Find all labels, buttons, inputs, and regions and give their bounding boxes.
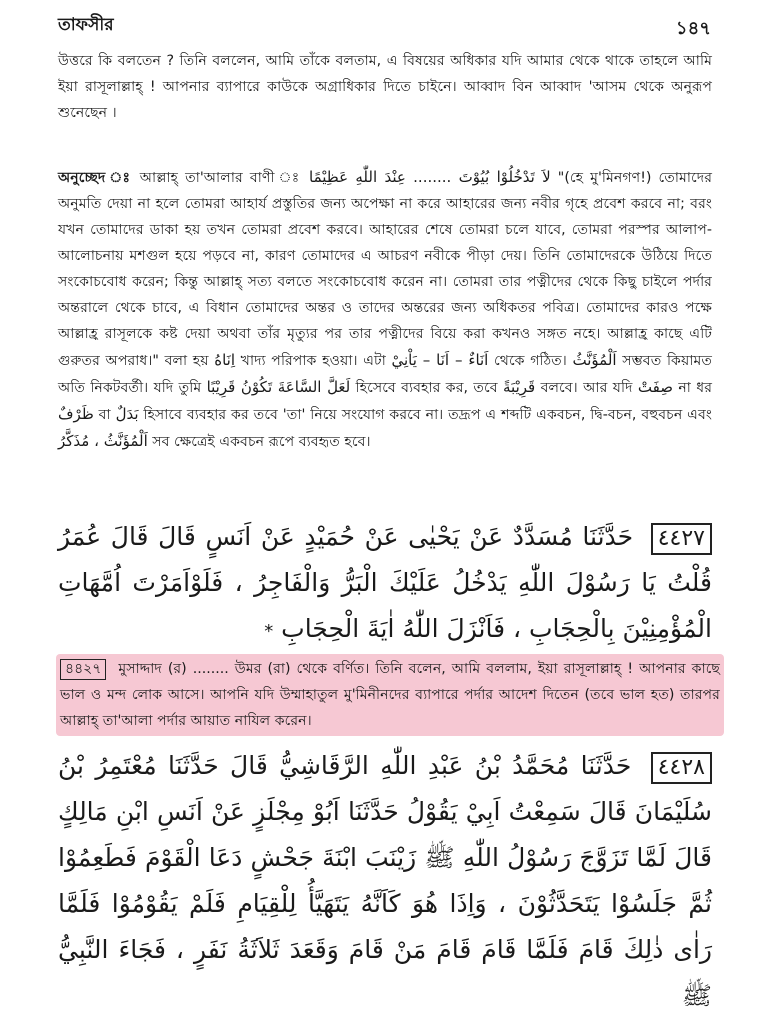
commentary-text: বলবে। আর যদি	[540, 380, 633, 396]
arabic-inline: لَعَلَّ السَّاعَةَ تَكُوْنُ قَرِيْبًا	[206, 378, 351, 396]
arabic-inline: اَنَاءٌ – اَنَا – يَاْنِيْ	[391, 351, 489, 369]
hadith-number-box: ٤٤٢٧	[651, 523, 712, 555]
page-number: ১৪৭	[675, 18, 711, 39]
commentary-text: আল্লাহ্ তা'আলার বাণী ঃ	[139, 170, 302, 186]
commentary-text: সব ক্ষেত্রেই একবচন রূপে ব্যবহৃত হবে।	[152, 434, 371, 450]
commentary-text: "(হে মু'মিনগণ!) তোমাদের অনুমতি দেয়া না হলে তোমরা আহার্য প্রস্তুতির জন্য অপেক্ষা না করে আহারের জন্য নবীর গৃহে প্রবেশ করবে না; বরং যখন তোমাদের ডাকা হয় তখন তোমরা প্রবেশ করবে। আহারের শেষে তোমরা চলে যাবে, তোমরা পরস্পর আলাপ-আলোচনায় মশগুল হয়ে পড়বে না, কারণ তোমাদের এ আচরণ নবীকে পীড়া দেয়। তিনি তোমাদেরকে উঠিয়ে দিতে সংকোচবোধ করেন; কিন্তু আল্লাহ্ সত্য বলতে সংকোচবোধ করেন না। তোমরা তার পত্নীদের থেকে কিছু চাইলে পর্দার অন্তরালে থেকে চাবে, এ বিধান তোমাদের অন্তর ও তাদের অন্তরের জন্য অধিকতর পবিত্র। তোমাদের কারও পক্ষে আল্লাহ্র রাসূলকে কষ্ট দেয়া অথবা তাঁর মৃত্যুর পর তার পত্নীদের বিয়ে করা কখনও সঙ্গত নহে। আল্লাহ্র কাছে এটি গুরুতর অপরাধ।" বলা হয়	[58, 170, 712, 369]
hadith-translation-text: মুসাদ্দাদ (র) ........ উমর (রা) থেকে বর্ণিত। তিনি বলেন, আমি বললাম, ইয়া রাসূলাল্লাহ্ ! আপনার কাছে ভাল ও মন্দ লোক আসে। আপনি যদি উম্মাহাতুল মু'মিনীনদের ব্যাপারে পর্দার আদেশ দিতেন (তবে ভাল হত) তারপর আল্লাহ্ তা'আলা পর্দার আয়াত নাযিল করেন।	[60, 661, 720, 729]
commentary-text: হিসেবে ব্যবহার কর, তবে	[355, 380, 498, 396]
commentary-text: বা	[98, 407, 111, 423]
arabic-inline: اَلْمُؤَنَّثُ ، مُذَكَّرُ	[58, 432, 148, 450]
arabic-inline: قَرِيْبَةً	[503, 378, 536, 396]
arabic-inline: صِفَتْ	[637, 378, 673, 396]
arabic-inline: لاَ تَدْخُلُوْا بُيُوْتَ ........ عِنْدَ اللّٰهِ عَظِيْمًا	[309, 168, 551, 186]
hadith-4427-translation	[56, 654, 724, 736]
hadith-number-box: ৪৪২৭	[60, 659, 106, 680]
end-star: *	[264, 621, 274, 642]
arabic-inline: ظَرْفٌ	[58, 405, 94, 423]
commentary-text: সম্ভবত কিয়ামত অতি নিকটবর্তী। যদি তুমি	[58, 353, 712, 396]
arabic-inline: بَدَلٌ	[115, 405, 139, 423]
paragraph-commentary	[58, 164, 712, 455]
commentary-text: থেকে গঠিত।	[494, 353, 567, 369]
page-header-title: তাফসীর	[58, 15, 114, 35]
hadith-arabic-text: حَدَّثَنَا مُسَدَّدٌ عَنْ يَحْيٰى عَنْ حُمَيْدٍ عَنْ اَنَسٍ قَالَ قَالَ عُمَرُ قُلْتُ يَا رَسُوْلَ اللّٰهِ يَدْخُلُ عَلَيْكَ الْبَرُّ وَالْفَاجِرُ ، فَلَوْاَمَرْتَ اُمَّهَاتِ الْمُؤْمِنِيْنَ بِالْحِجَابِ ، فَاَنْزَلَ اللّٰهُ اٰيَةَ الْحِجَابِ	[58, 522, 712, 643]
commentary-text: না ধর	[678, 380, 713, 396]
section-heading: অনুচ্ছেদ ঃ	[58, 170, 133, 186]
arabic-inline: اِنَاهُ	[214, 351, 236, 369]
hadith-4428-arabic	[58, 743, 712, 1019]
hadith-4427-arabic	[58, 514, 712, 655]
commentary-text: খাদ্য পরিপাক হওয়া। এটা	[240, 353, 386, 369]
hadith-number-box: ٤٤٢٨	[651, 752, 712, 784]
arabic-inline: اَلْمُؤَنَّثُ	[572, 351, 617, 369]
commentary-text: হিসাবে ব্যবহার কর তবে 'তা' নিয়ে সংযোগ করবে না। তদ্রূপ এ শব্দটি একবচন, দ্বি-বচন, বহুবচন এবং	[143, 407, 712, 423]
paragraph-intro: উত্তরে কি বলতেন ? তিনি বললেন, আমি তাঁকে বলতাম, এ বিষয়ের অধিকার যদি আমার থেকে থাকে তাহলে আমি ইয়া রাসূলাল্লাহ্ ! আপনার ব্যাপারে কাউকে অগ্রাধিকার দিতে চাইনে। আব্বাদ বিন আব্বাদ 'আসম থেকে অনুরূপ শুনেছেন ।	[58, 53, 712, 121]
hadith-arabic-text: حَدَّثَنَا مُحَمَّدُ بْنُ عَبْدِ اللّٰهِ الرَّقَاشِيُّ قَالَ حَدَّثَنَا مُعْتَمِرُ بْنُ سُلَيْمَانَ قَالَ سَمِعْتُ اَبِيْ يَقُوْلُ حَدَّثَنَا اَبُوْ مِجْلَزٍ عَنْ اَنَسِ ابْنِ مَالِكٍ قَالَ لَمَّا تَزَوَّجَ رَسُوْلُ اللّٰهِ ﷺ زَيْنَبَ ابْنَةَ جَحْشٍ دَعَا الْقَوْمَ فَطَعِمُوْا ثُمَّ جَلَسُوْا يَتَحَدَّثُوْنَ ، وَاِذَا هُوَ كَاَنَّهُ يَتَهَيَّأُ لِلْقِيَامِ فَلَمْ يَقُوْمُوْا فَلَمَّا رَاٰى ذٰلِكَ قَامَ فَلَمَّا قَامَ قَامَ مَنْ قَامَ وَقَعَدَ ثَلاَثَةُ نَفَرٍ ، فَجَاءَ النَّبِيُّ ﷺ	[58, 751, 712, 1010]
